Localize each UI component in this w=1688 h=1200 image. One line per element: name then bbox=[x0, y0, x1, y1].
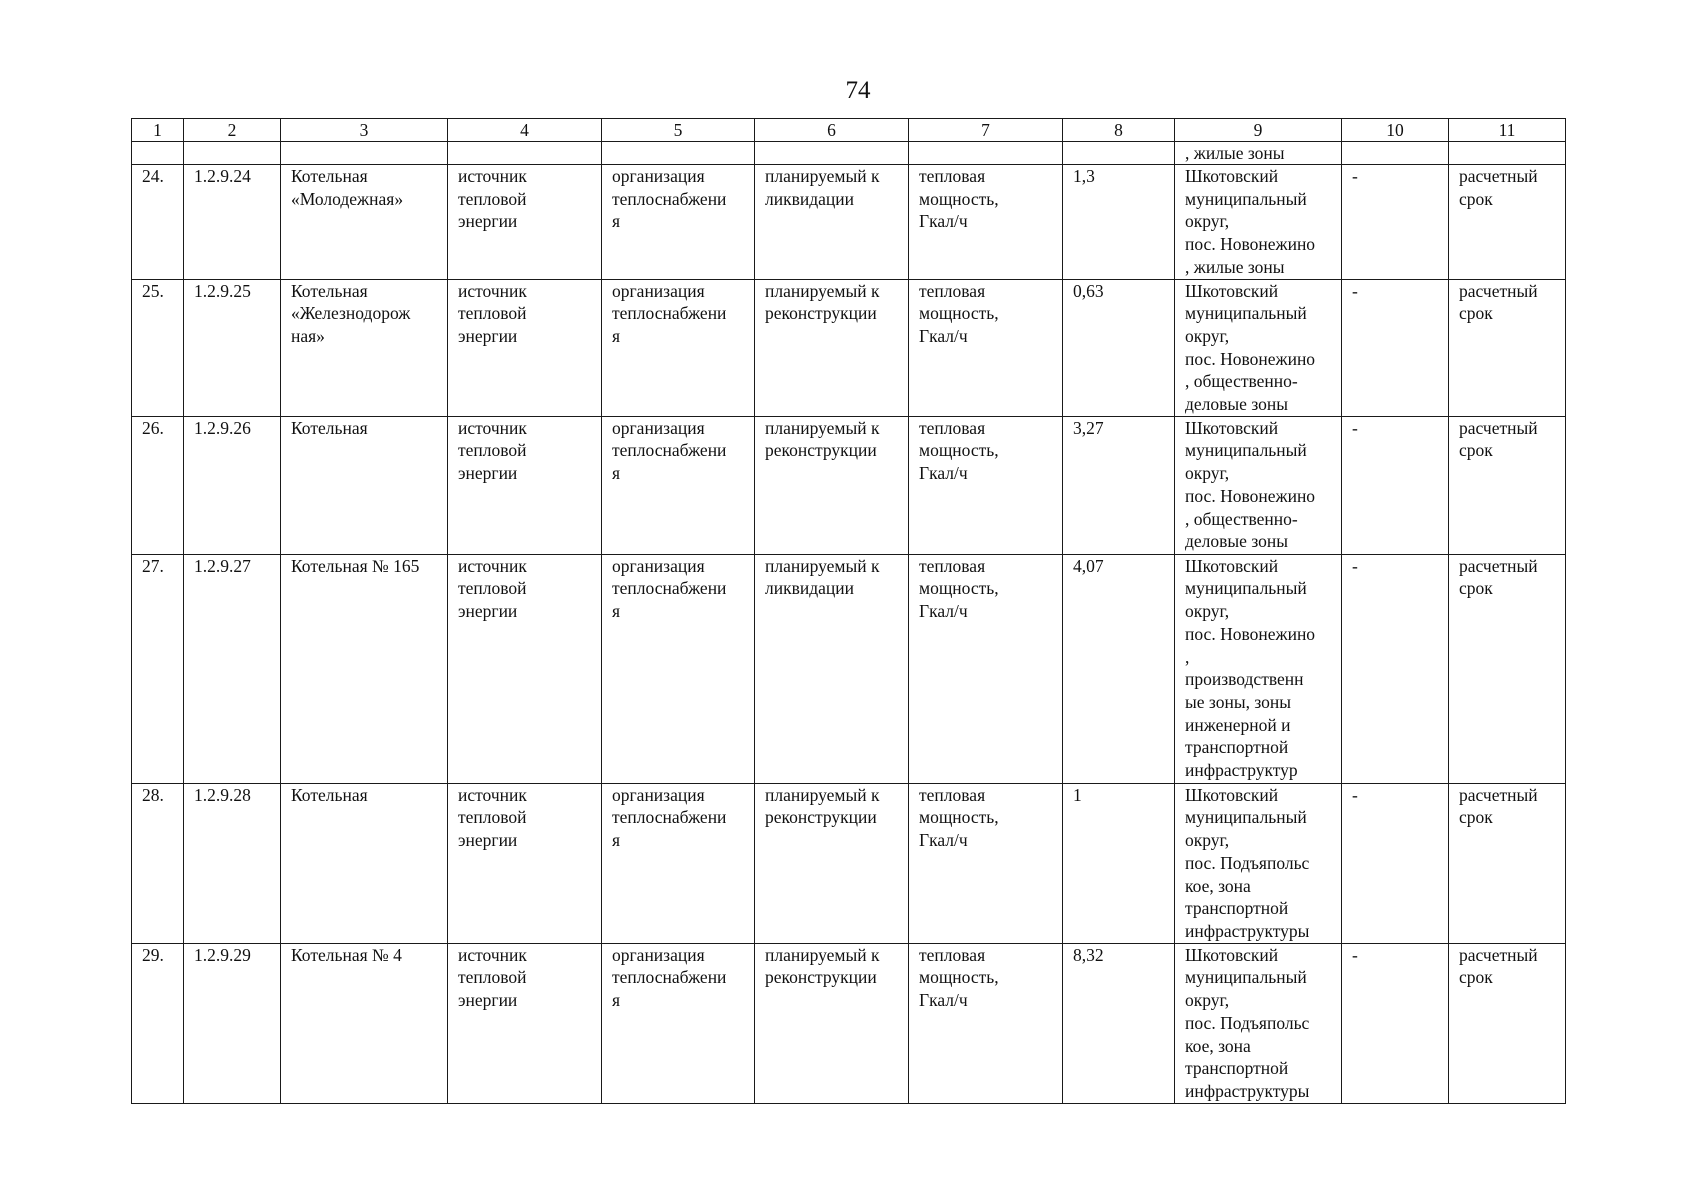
object-purpose: организация теплоснабжени я bbox=[602, 165, 755, 280]
object-purpose: организация теплоснабжени я bbox=[602, 943, 755, 1103]
object-code: 1.2.9.28 bbox=[184, 783, 281, 943]
object-name: Котельная bbox=[281, 416, 448, 554]
object-term: расчетный срок bbox=[1449, 783, 1566, 943]
object-type: источник тепловой энергии bbox=[448, 554, 602, 783]
object-name: Котельная «Железнодорож ная» bbox=[281, 279, 448, 416]
object-zone: - bbox=[1342, 165, 1449, 280]
object-term: расчетный срок bbox=[1449, 943, 1566, 1103]
row-number: 26. bbox=[132, 416, 184, 554]
object-code: 1.2.9.25 bbox=[184, 279, 281, 416]
table-row bbox=[132, 783, 1566, 943]
table-cell bbox=[1342, 142, 1449, 165]
object-characteristic: тепловая мощность, Гкал/ч bbox=[909, 165, 1063, 280]
object-term: расчетный срок bbox=[1449, 279, 1566, 416]
column-header: 5 bbox=[602, 119, 755, 142]
table-cell bbox=[132, 142, 184, 165]
table-cell bbox=[602, 142, 755, 165]
object-term: расчетный срок bbox=[1449, 416, 1566, 554]
object-status: планируемый к реконструкции bbox=[755, 416, 909, 554]
facilities-table bbox=[131, 118, 1566, 1104]
table-cell bbox=[755, 142, 909, 165]
table-row bbox=[132, 279, 1566, 416]
table-cell bbox=[184, 142, 281, 165]
object-type: источник тепловой энергии bbox=[448, 943, 602, 1103]
column-number-row bbox=[132, 119, 1566, 142]
row-number: 24. bbox=[132, 165, 184, 280]
object-status: планируемый к ликвидации bbox=[755, 554, 909, 783]
page-number: 74 bbox=[845, 77, 871, 104]
object-name: Котельная № 165 bbox=[281, 554, 448, 783]
object-code: 1.2.9.26 bbox=[184, 416, 281, 554]
column-header: 1 bbox=[132, 119, 184, 142]
column-header: 8 bbox=[1063, 119, 1175, 142]
object-type: источник тепловой энергии bbox=[448, 416, 602, 554]
column-header: 4 bbox=[448, 119, 602, 142]
table-row bbox=[132, 416, 1566, 554]
object-value: 4,07 bbox=[1063, 554, 1175, 783]
object-location: Шкотовский муниципальный округ, пос. Новонежино , жилые зоны bbox=[1175, 165, 1342, 280]
object-status: планируемый к реконструкции bbox=[755, 279, 909, 416]
object-code: 1.2.9.27 bbox=[184, 554, 281, 783]
table-cell bbox=[909, 142, 1063, 165]
object-term: расчетный срок bbox=[1449, 165, 1566, 280]
object-term: расчетный срок bbox=[1449, 554, 1566, 783]
object-type: источник тепловой энергии bbox=[448, 279, 602, 416]
object-status: планируемый к реконструкции bbox=[755, 783, 909, 943]
object-purpose: организация теплоснабжени я bbox=[602, 783, 755, 943]
object-value: 1 bbox=[1063, 783, 1175, 943]
object-name: Котельная bbox=[281, 783, 448, 943]
object-zone: - bbox=[1342, 279, 1449, 416]
object-purpose: организация теплоснабжени я bbox=[602, 279, 755, 416]
object-name: Котельная № 4 bbox=[281, 943, 448, 1103]
column-header: 9 bbox=[1175, 119, 1342, 142]
object-zone: - bbox=[1342, 416, 1449, 554]
object-characteristic: тепловая мощность, Гкал/ч bbox=[909, 943, 1063, 1103]
object-location: Шкотовский муниципальный округ, пос. Подъяпольс кое, зона транспортной инфраструктуры bbox=[1175, 783, 1342, 943]
object-location: Шкотовский муниципальный округ, пос. Новонежино , общественно- деловые зоны bbox=[1175, 416, 1342, 554]
table-cell bbox=[1449, 142, 1566, 165]
row-number: 29. bbox=[132, 943, 184, 1103]
object-purpose: организация теплоснабжени я bbox=[602, 416, 755, 554]
object-status: планируемый к ликвидации bbox=[755, 165, 909, 280]
object-characteristic: тепловая мощность, Гкал/ч bbox=[909, 416, 1063, 554]
table-cell: , жилые зоны bbox=[1175, 142, 1342, 165]
table-cell bbox=[1063, 142, 1175, 165]
object-code: 1.2.9.29 bbox=[184, 943, 281, 1103]
row-number: 28. bbox=[132, 783, 184, 943]
object-location: Шкотовский муниципальный округ, пос. Подъяпольс кое, зона транспортной инфраструктуры bbox=[1175, 943, 1342, 1103]
object-zone: - bbox=[1342, 783, 1449, 943]
column-header: 11 bbox=[1449, 119, 1566, 142]
object-value: 3,27 bbox=[1063, 416, 1175, 554]
row-number: 27. bbox=[132, 554, 184, 783]
column-header: 10 bbox=[1342, 119, 1449, 142]
table-row bbox=[132, 554, 1566, 783]
table-row bbox=[132, 943, 1566, 1103]
object-code: 1.2.9.24 bbox=[184, 165, 281, 280]
object-value: 0,63 bbox=[1063, 279, 1175, 416]
column-header: 2 bbox=[184, 119, 281, 142]
continuation-row bbox=[132, 142, 1566, 165]
object-purpose: организация теплоснабжени я bbox=[602, 554, 755, 783]
column-header: 6 bbox=[755, 119, 909, 142]
table-row bbox=[132, 165, 1566, 280]
object-zone: - bbox=[1342, 943, 1449, 1103]
object-location: Шкотовский муниципальный округ, пос. Новонежино , производственн ые зоны, зоны инженерной и транспортной инфраструктур bbox=[1175, 554, 1342, 783]
object-location: Шкотовский муниципальный округ, пос. Новонежино , общественно- деловые зоны bbox=[1175, 279, 1342, 416]
object-characteristic: тепловая мощность, Гкал/ч bbox=[909, 279, 1063, 416]
row-number: 25. bbox=[132, 279, 184, 416]
object-value: 8,32 bbox=[1063, 943, 1175, 1103]
object-characteristic: тепловая мощность, Гкал/ч bbox=[909, 783, 1063, 943]
table-cell bbox=[448, 142, 602, 165]
object-type: источник тепловой энергии bbox=[448, 783, 602, 943]
column-header: 7 bbox=[909, 119, 1063, 142]
object-characteristic: тепловая мощность, Гкал/ч bbox=[909, 554, 1063, 783]
object-value: 1,3 bbox=[1063, 165, 1175, 280]
table-cell bbox=[281, 142, 448, 165]
object-zone: - bbox=[1342, 554, 1449, 783]
column-header: 3 bbox=[281, 119, 448, 142]
object-status: планируемый к реконструкции bbox=[755, 943, 909, 1103]
object-type: источник тепловой энергии bbox=[448, 165, 602, 280]
object-name: Котельная «Молодежная» bbox=[281, 165, 448, 280]
